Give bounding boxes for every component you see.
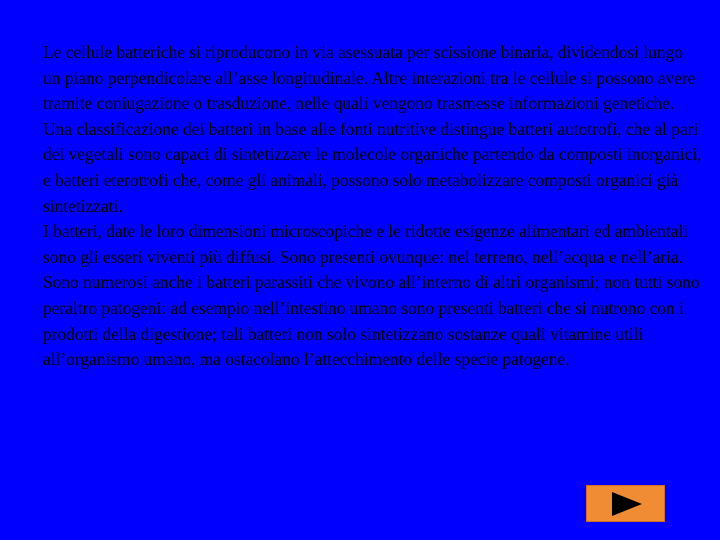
paragraph-classification: Una classificazione dei batteri in base alle fonti nutritive distingue batteri autotrofi, che al pari dei vegetali sono capaci di sintetizzare le molecole organiche partendo da composti inorganici, e batteri eterotrofi che, come gli animali, possono solo metabolizzare composti organici già sintetizzati. — [43, 118, 702, 216]
slide-body-text — [43, 40, 703, 373]
paragraph-parasites: Sono numerosi anche i batteri parassiti che vivono all’interno di altri organismi; non tutti sono peraltro patogeni: ad esempio nell’intestino umano sono presenti batteri che si nutrono con i prodotti della digestione; tali batteri non solo sintetizzano sostanze quali vitamine utili all’organismo umano, ma ostacolano l’attecchimento delle specie patogene. — [43, 272, 700, 370]
next-slide-button[interactable] — [586, 485, 665, 522]
paragraph-diffusion: I batteri, date le loro dimensioni microscopiche e le ridotte esigenze alimentari ed ambientali sono gli esseri viventi più diffusi. Sono presenti ovunque: nel terreno, nell’acqua e nell’aria. — [43, 221, 689, 267]
paragraph-reproduction: Le cellule batteriche si riproducono in via asessuata per scissione binaria, dividendosi lungo un piano perpendicolare all’asse longitudinale. Altre interazioni tra le cellule si possono avere tramite coniugazione o trasduzione, nelle quali vengono trasmesse informazioni genetiche. — [43, 42, 696, 114]
play-arrow-icon — [612, 492, 642, 516]
